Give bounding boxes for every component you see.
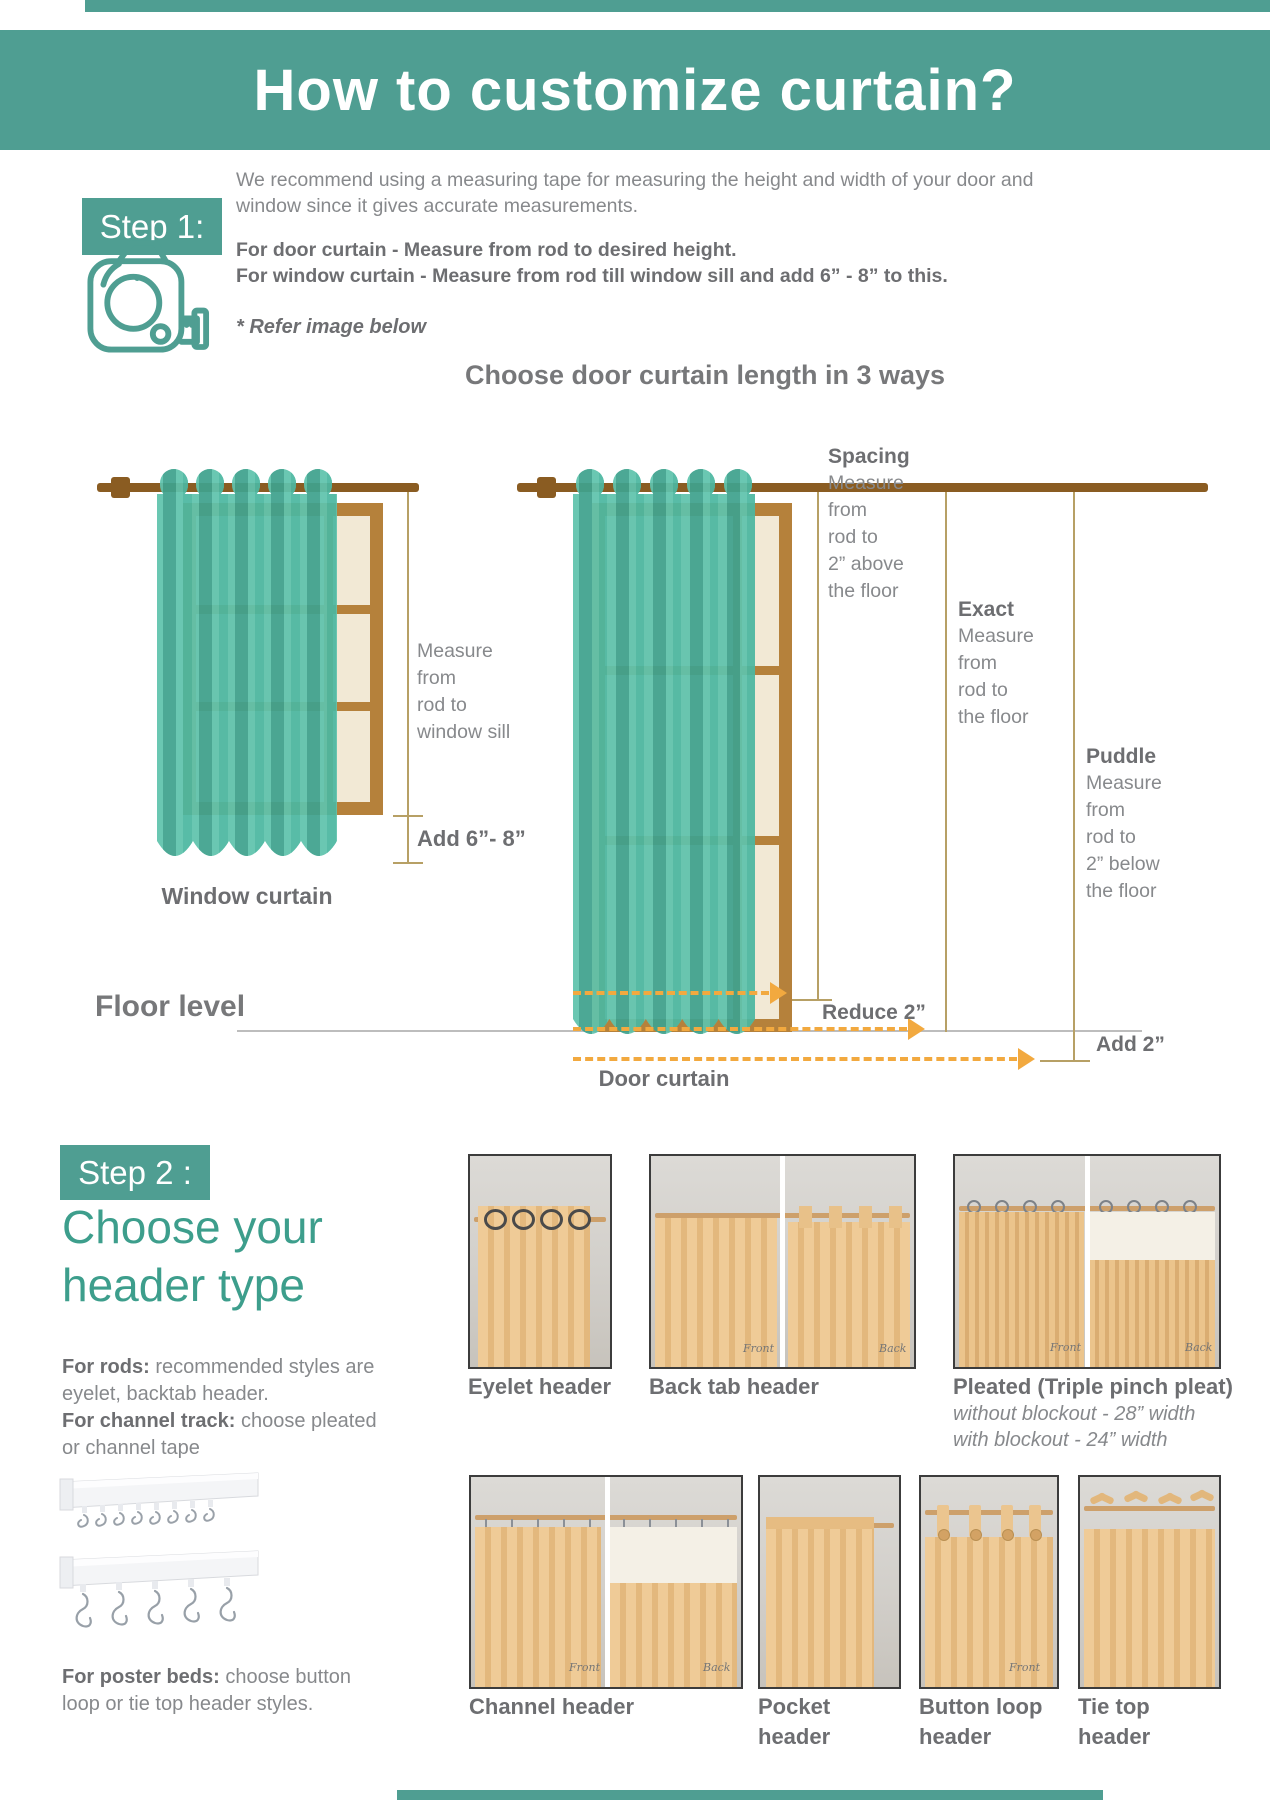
page-title: How to customize curtain? xyxy=(253,57,1017,123)
back-tab-icon xyxy=(829,1206,842,1228)
spacing-line: Measure xyxy=(828,472,904,494)
exact-line: the floor xyxy=(958,706,1029,728)
door-rod-finial xyxy=(537,477,556,498)
measure-line: window sill xyxy=(417,721,511,743)
step2-badge-label: Step 2 : xyxy=(78,1153,192,1191)
eyelet-ring-icon xyxy=(540,1209,563,1230)
measure-line: Measure xyxy=(417,640,493,662)
spacing-text-block xyxy=(828,443,910,605)
puddle-line: from xyxy=(1086,799,1125,821)
spacing-measure-line xyxy=(817,492,819,1000)
door-curtain-rule: For door curtain - Measure from rod to desired height. xyxy=(236,239,737,261)
eyelet-ring-icon xyxy=(484,1209,507,1230)
tie-icon xyxy=(1097,1492,1114,1505)
add-arrow-icon xyxy=(1018,1048,1035,1070)
tie-icon xyxy=(1165,1492,1182,1505)
channel-track-photo-2 xyxy=(58,1548,263,1652)
diagram-heading: Choose door curtain length in 3 ways xyxy=(464,360,946,390)
puddle-line: rod to xyxy=(1086,826,1136,848)
add2-label: Add 2” xyxy=(1096,1033,1165,1056)
pleated-header-sublabel xyxy=(953,1401,1195,1453)
puddle-measure-line xyxy=(1073,492,1075,1062)
spacing-line: 2” above xyxy=(828,553,904,575)
window-sill-tick xyxy=(393,815,423,817)
button-icon xyxy=(1030,1529,1042,1541)
step2-heading-line2: header type xyxy=(62,1259,305,1312)
for-rods-lead: For rods: xyxy=(62,1356,150,1378)
window-add-label: Add 6”- 8” xyxy=(417,826,526,851)
pleated-without-blockout: without blockout - 28” width xyxy=(953,1403,1196,1425)
puddle-line: 2” below xyxy=(1086,853,1160,875)
button-loop-label-line2: header xyxy=(919,1724,992,1749)
reduce-arrow-icon xyxy=(770,982,787,1004)
back-signature: Back xyxy=(879,1342,907,1355)
floor-dashed-line xyxy=(573,1027,907,1031)
pleated-header-photo xyxy=(953,1154,1221,1369)
exact-line: rod to xyxy=(958,679,1008,701)
exact-text-block xyxy=(958,596,1034,731)
pocket-label-line2: header xyxy=(758,1724,831,1749)
exact-line: Measure xyxy=(958,625,1034,647)
back-tab-icon xyxy=(799,1206,812,1228)
backtab-header-label: Back tab header xyxy=(649,1374,819,1399)
channel-header-label: Channel header xyxy=(469,1694,635,1719)
pocket-header-photo xyxy=(758,1475,901,1689)
step1-badge-label: Step 1: xyxy=(99,207,205,245)
step2-heading xyxy=(62,1198,323,1315)
puddle-line: the floor xyxy=(1086,880,1157,902)
spacing-title: Spacing xyxy=(828,445,910,468)
photo-divider xyxy=(1085,1156,1090,1367)
window-rod-finial xyxy=(111,477,130,498)
blockout-band xyxy=(610,1527,737,1583)
tie-top-header-label xyxy=(1078,1692,1150,1752)
pleated-with-blockout: with blockout - 24” width xyxy=(953,1429,1168,1451)
below-floor-dashed-line xyxy=(573,1057,1017,1061)
exact-line: from xyxy=(958,652,997,674)
tie-icon xyxy=(1131,1490,1148,1503)
step2-heading-line1: Choose your xyxy=(62,1201,323,1253)
for-channel-lead: For channel track: xyxy=(62,1410,236,1432)
button-loop-label-line1: Button loop xyxy=(919,1694,1043,1719)
pleated-header-label: Pleated (Triple pinch pleat) xyxy=(953,1374,1233,1399)
above-floor-dashed-line xyxy=(573,991,769,995)
blockout-band xyxy=(1089,1212,1215,1260)
rods-paragraph xyxy=(62,1354,382,1462)
for-poster-lead: For poster beds: xyxy=(62,1666,220,1688)
button-loop-header-label xyxy=(919,1692,1042,1752)
photo-rod xyxy=(1084,1506,1215,1511)
for-poster-text: choose button loop or tie top header styles. xyxy=(62,1666,352,1715)
button-loop-header-photo xyxy=(919,1475,1059,1689)
puddle-text-block xyxy=(1086,743,1162,905)
window-measure-text xyxy=(417,638,510,746)
front-signature: Front xyxy=(1050,1341,1082,1354)
measure-line: from xyxy=(417,667,456,689)
pocket-header-label xyxy=(758,1692,830,1752)
tie-top-header-photo xyxy=(1078,1475,1221,1689)
eyelet-header-photo xyxy=(468,1154,612,1369)
puddle-title: Puddle xyxy=(1086,745,1157,768)
back-signature: Back xyxy=(1185,1341,1213,1354)
step1-rules xyxy=(236,237,1066,290)
button-icon xyxy=(938,1529,950,1541)
floor-level-label: Floor level xyxy=(95,990,246,1023)
back-tab-icon xyxy=(859,1206,872,1228)
puddle-foot-tick xyxy=(1040,1060,1090,1062)
puddle-line: Measure xyxy=(1086,772,1162,794)
photo-curtain xyxy=(766,1517,874,1687)
bottom-accent-strip xyxy=(397,1790,1103,1800)
reduce-label: Reduce 2” xyxy=(822,1001,926,1024)
poster-beds-paragraph xyxy=(62,1664,392,1718)
back-signature: Back xyxy=(703,1661,731,1674)
measure-line: rod to xyxy=(417,694,467,716)
photo-curtain xyxy=(478,1206,590,1367)
eyelet-header-label: Eyelet header xyxy=(468,1374,612,1399)
step1-intro: We recommend using a measuring tape for measuring the height and width of your door and window since it gives accurate measurements. xyxy=(236,169,1034,218)
eyelet-ring-icon xyxy=(512,1209,535,1230)
front-signature: Front xyxy=(743,1342,775,1355)
pocket-ruffle xyxy=(766,1517,874,1529)
window-curtain-illustration xyxy=(157,464,337,872)
spacing-line: the floor xyxy=(828,580,899,602)
eyelet-ring-icon xyxy=(568,1209,591,1230)
spacing-line: from xyxy=(828,499,867,521)
tie-icon xyxy=(1197,1489,1214,1502)
exact-measure-line xyxy=(945,492,947,1032)
channel-track-photo-1 xyxy=(58,1466,263,1548)
step2-badge xyxy=(60,1145,210,1200)
window-curtain-rule: For window curtain - Measure from rod till window sill and add 6” - 8” to this. xyxy=(236,265,948,288)
back-tab-icon xyxy=(889,1206,902,1228)
window-curtain-caption: Window curtain xyxy=(161,883,333,909)
title-band xyxy=(0,30,1270,150)
backtab-header-photo xyxy=(649,1154,916,1369)
refer-image-note: * Refer image below xyxy=(236,316,427,338)
photo-divider xyxy=(605,1477,610,1687)
front-signature: Front xyxy=(569,1661,601,1674)
button-icon xyxy=(1002,1529,1014,1541)
pocket-label-line1: Pocket xyxy=(758,1694,831,1719)
spacing-line: rod to xyxy=(828,526,878,548)
photo-curtain xyxy=(1084,1529,1215,1687)
front-signature: Front xyxy=(1009,1661,1041,1674)
tie-top-label-line2: header xyxy=(1078,1724,1151,1749)
window-measure-line xyxy=(407,492,409,863)
tie-top-label-line1: Tie top xyxy=(1078,1694,1150,1719)
top-accent-strip xyxy=(85,0,1270,12)
door-curtain-illustration xyxy=(573,464,755,1056)
channel-header-photo xyxy=(469,1475,743,1689)
photo-divider xyxy=(780,1156,785,1367)
button-icon xyxy=(970,1529,982,1541)
measuring-tape-icon xyxy=(80,230,210,360)
door-curtain-caption: Door curtain xyxy=(598,1066,730,1091)
exact-title: Exact xyxy=(958,598,1015,621)
for-channel-text: choose pleated or channel tape xyxy=(62,1410,377,1459)
for-rods-text: recommended styles are eyelet, backtab header. xyxy=(62,1356,375,1405)
window-add-tick xyxy=(393,862,423,864)
